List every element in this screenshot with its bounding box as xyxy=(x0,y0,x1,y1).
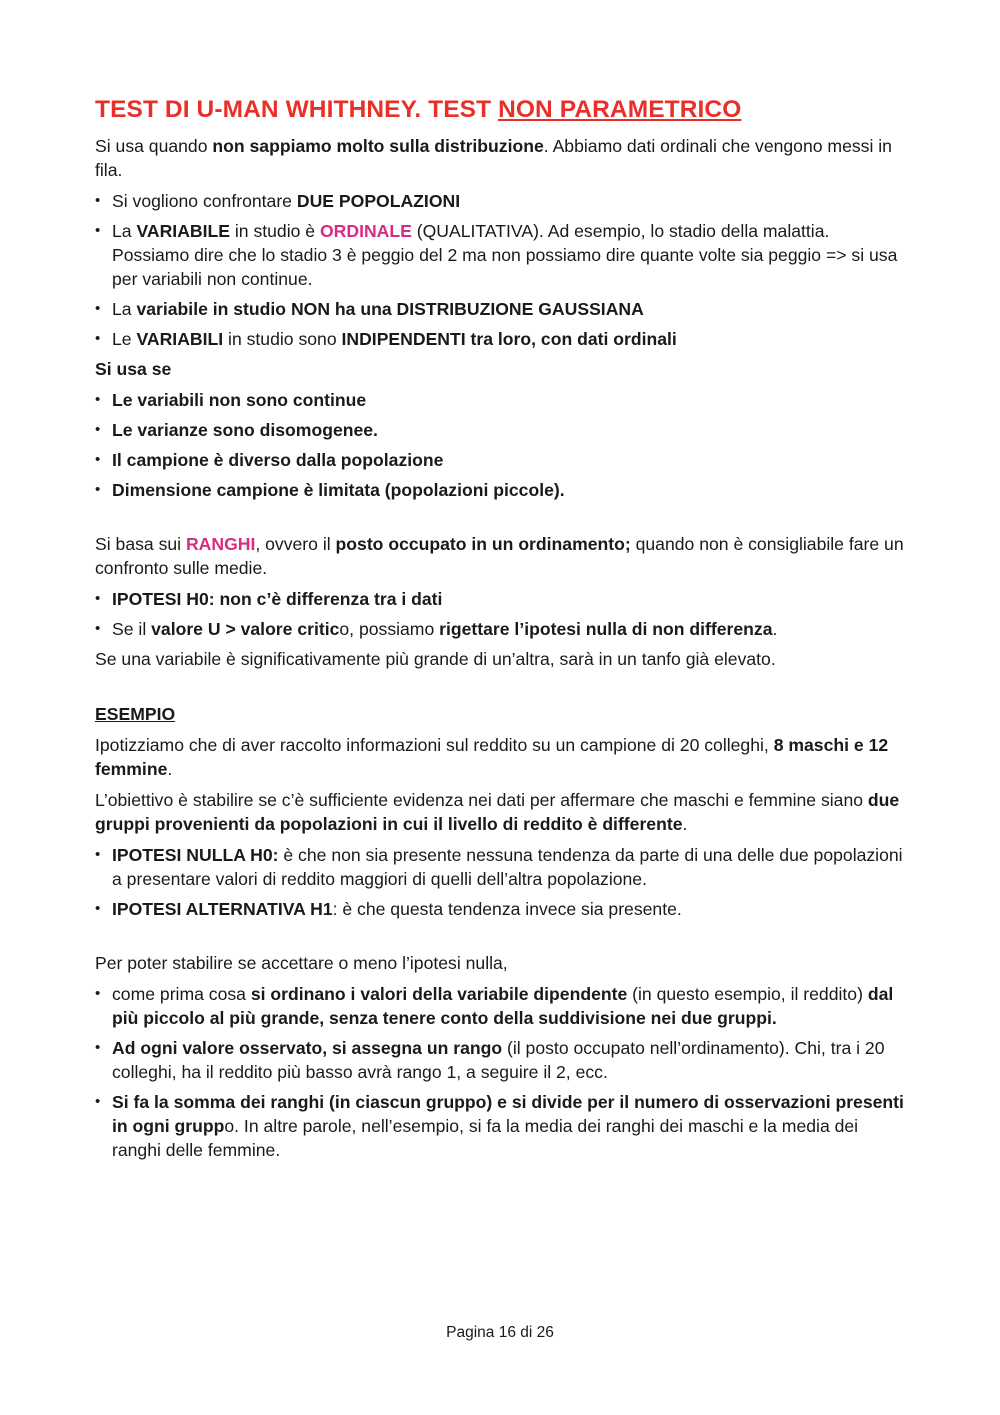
ranghi-paragraph: Si basa sui RANGHI, ovvero il posto occupato in un ordinamento; quando non è consigliabile fare un confronto sulle medie. xyxy=(95,534,904,578)
list-item: • Si vogliono confrontare DUE POPOLAZIONI xyxy=(95,189,905,213)
spacer xyxy=(95,508,905,532)
conditions-list xyxy=(95,189,905,351)
list-item: • Le VARIABILI in studio sono INDIPENDENTI tra loro, con dati ordinali xyxy=(95,327,905,351)
list-item: • Il campione è diverso dalla popolazione xyxy=(95,448,905,472)
ipotesi-list xyxy=(95,587,905,641)
list-item: • Le variabili non sono continue xyxy=(95,388,905,412)
obiettivo-paragraph: L’obiettivo è stabilire se c’è sufficiente evidenza nei dati per affermare che maschi e femmine siano due gruppi provenienti da popolazioni in cui il livello di reddito è differente. xyxy=(95,790,900,834)
esempio-heading: ESEMPIO xyxy=(95,704,176,724)
si-usa-se-heading: Si usa se xyxy=(95,359,172,379)
hypotheses-list xyxy=(95,843,905,921)
list-item: • Dimensione campione è limitata (popolazioni piccole). xyxy=(95,478,905,502)
si-usa-se-list xyxy=(95,388,905,502)
esempio-paragraph: Ipotizziamo che di aver raccolto informazioni sul reddito su un campione di 20 colleghi, 8 maschi e 12 femmine. xyxy=(95,735,889,779)
list-item: • Se il valore U > valore critico, possiamo rigettare l’ipotesi nulla di non differenza. xyxy=(95,617,905,641)
procedura-intro: Per poter stabilire se accettare o meno l’ipotesi nulla, xyxy=(95,953,508,973)
significativa-paragraph: Se una variabile è significativamente più grande di un’altra, sarà in un tanfo già elevato. xyxy=(95,649,776,669)
document-page xyxy=(95,94,905,1168)
list-item: • La variabile in studio NON ha una DISTRIBUZIONE GAUSSIANA xyxy=(95,297,905,321)
list-item: • La VARIABILE in studio è ORDINALE (QUALITATIVA). Ad esempio, lo stadio della malattia. Possiamo dire che lo stadio 3 è peggio del 2 ma non possiamo dire quante volte sia peggio => si usa per variabili non continue. xyxy=(95,219,905,291)
list-item: • IPOTESI H0: non c’è differenza tra i dati xyxy=(95,587,905,611)
list-item: • come prima cosa si ordinano i valori della variabile dipendente (in questo esempio, il reddito) dal più piccolo al più grande, senza tenere conto della suddivisione nei due gruppi. xyxy=(95,982,905,1030)
list-item: • IPOTESI ALTERNATIVA H1: è che questa tendenza invece sia presente. xyxy=(95,897,905,921)
highlight-ranghi: RANGHI xyxy=(185,534,256,554)
spacer xyxy=(95,678,905,702)
spacer xyxy=(95,927,905,951)
page-title: TEST DI U-MAN WHITHNEY. TEST NON PARAMETRICO xyxy=(95,96,742,123)
list-item: • IPOTESI NULLA H0: è che non sia presente nessuna tendenza da parte di una delle due popolazioni a presentare valori di reddito maggiori di quelli dell’altra popolazione. xyxy=(95,843,905,891)
intro-paragraph: Si usa quando non sappiamo molto sulla distribuzione. Abbiamo dati ordinali che vengono messi in fila. xyxy=(95,136,892,180)
procedura-list xyxy=(95,982,905,1162)
page-number: Pagina 16 di 26 xyxy=(446,1324,554,1341)
highlight-ordinale: ORDINALE xyxy=(319,221,412,241)
list-item: • Ad ogni valore osservato, si assegna un rango (il posto occupato nell’ordinamento). Chi, tra i 20 colleghi, ha il reddito più basso avrà rango 1, a seguire il 2, ecc. xyxy=(95,1036,905,1084)
list-item: • Si fa la somma dei ranghi (in ciascun gruppo) e si divide per il numero di osservazioni presenti in ogni gruppo. In altre parole, nell’esempio, si fa la media dei ranghi dei maschi e la media dei ranghi delle femmine. xyxy=(95,1090,905,1162)
title-underlined: NON PARAMETRICO xyxy=(498,96,742,123)
list-item: • Le varianze sono disomogenee. xyxy=(95,418,905,442)
